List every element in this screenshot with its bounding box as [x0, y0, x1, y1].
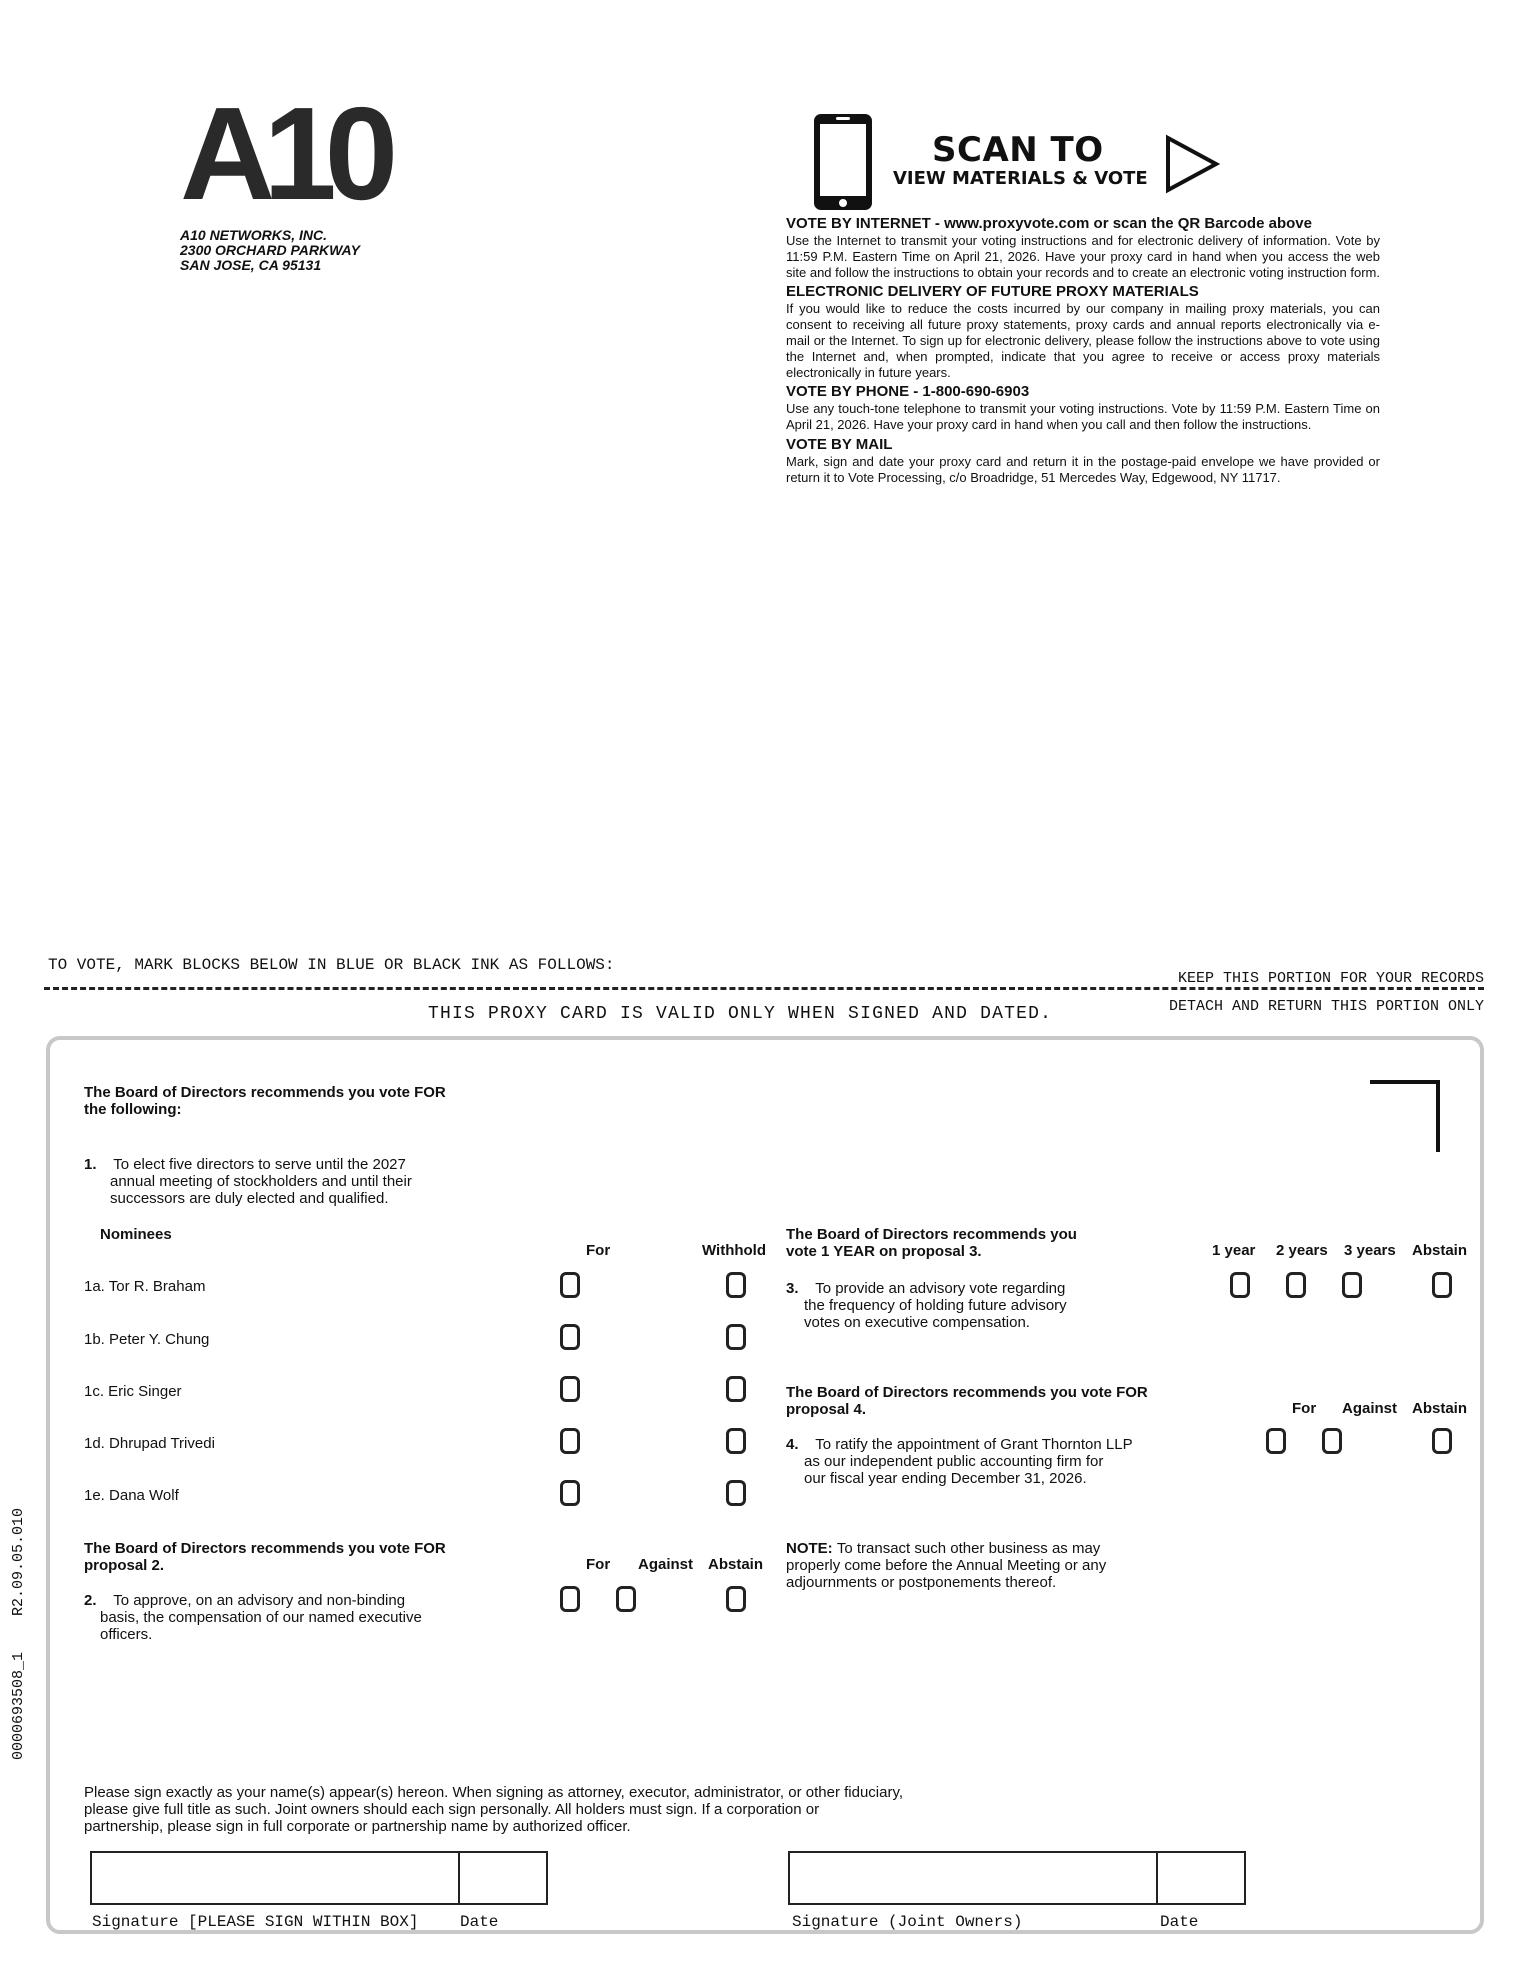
p4-against-checkbox[interactable]: [1322, 1428, 1342, 1454]
phone-heading: VOTE BY PHONE - 1-800-690-6903: [786, 383, 1030, 401]
nominee-1e-for-checkbox[interactable]: [560, 1480, 580, 1506]
p3-1-year-checkbox[interactable]: [1230, 1272, 1250, 1298]
nominee-1a-withhold-checkbox[interactable]: [726, 1272, 746, 1298]
mail-body: Mark, sign and date your proxy card and return it in the postage-paid envelope we have provided or return it to Vote Processing, c/o Broadridge, 51 Mercedes Way, Edgewood, NY 11717.: [786, 453, 1380, 485]
internet-body: Use the Internet to transmit your voting instructions and for electronic delivery of information. Vote by 11:59 P.M. Eastern Time on April 21, 2026. Have your proxy card in hand when you access the web site and follow the instructions to obtain your records and to create an electronic voting instruction form.: [786, 233, 1380, 280]
edelivery-body: If you would like to reduce the costs incurred by our company in mailing proxy materials, you can consent to receiving all future proxy statements, proxy cards and annual reports electronically via e-mail or the Internet. To sign up for electronic delivery, please follow the instructions above to vote using the Internet and, when prompted, indicate that you agree to receive or access proxy materials electronically in future years.: [786, 301, 1380, 380]
p4-col-against: Against: [1342, 1400, 1398, 1417]
company-city: SAN JOSE, CA 95131: [180, 257, 322, 273]
nominee-1b-withhold-checkbox[interactable]: [726, 1324, 746, 1350]
nominee-1b-for-checkbox[interactable]: [560, 1324, 580, 1350]
nominee-1e: 1e. Dana Wolf: [84, 1487, 179, 1504]
nominees-label: Nominees: [100, 1226, 172, 1243]
p3-col-abstain: Abstain: [1412, 1242, 1468, 1259]
a10-logo: [180, 96, 460, 206]
corner-mark: [1370, 1080, 1440, 1152]
nominee-1e-withhold-checkbox[interactable]: [726, 1480, 746, 1506]
p1-text-line2: annual meeting of stockholders and until their: [110, 1173, 412, 1190]
company-address: [180, 228, 360, 273]
nominee-1d-for-checkbox[interactable]: [560, 1428, 580, 1454]
p4-abstain-checkbox[interactable]: [1432, 1428, 1452, 1454]
nominee-1b: 1b. Peter Y. Chung: [84, 1331, 210, 1348]
p3-text-line2: the frequency of holding future advisory: [804, 1297, 1067, 1314]
p1-text: 1. To elect five directors to serve until the 2027: [84, 1156, 406, 1173]
p3-col-3-years: 3 years: [1344, 1242, 1396, 1259]
p4-rec-line2: proposal 4.: [786, 1401, 867, 1418]
edelivery-heading: ELECTRONIC DELIVERY OF FUTURE PROXY MATERIALS: [786, 283, 1199, 301]
nominee-1d-withhold-checkbox[interactable]: [726, 1428, 746, 1454]
date-label: Date: [460, 1913, 499, 1931]
company-street: 2300 ORCHARD PARKWAY: [180, 242, 360, 258]
note-line3: adjournments or postponements thereof.: [786, 1574, 1057, 1591]
nominee-1c-withhold-checkbox[interactable]: [726, 1376, 746, 1402]
to-vote-instruction: TO VOTE, MARK BLOCKS BELOW IN BLUE OR BLACK INK AS FOLLOWS:: [48, 956, 615, 974]
p1-recommendation: The Board of Directors recommends you vote FOR the following:: [84, 1084, 446, 1118]
p4-rec-line1: The Board of Directors recommends you vote FOR: [786, 1384, 1148, 1401]
svg-text:A10: A10: [180, 96, 387, 206]
voting-instructions: [786, 215, 1380, 489]
p2-col-abstain: Abstain: [708, 1556, 764, 1573]
p3-text-line3: votes on executive compensation.: [804, 1314, 1030, 1331]
p2-text-line3: officers.: [100, 1626, 153, 1643]
nominee-1c-for-checkbox[interactable]: [560, 1376, 580, 1402]
p2-rec-line1: The Board of Directors recommends you vote FOR: [84, 1540, 446, 1557]
p3-3-years-checkbox[interactable]: [1342, 1272, 1362, 1298]
valid-notice: THIS PROXY CARD IS VALID ONLY WHEN SIGNED AND DATED.: [428, 1004, 1053, 1024]
p1-col-withhold: Withhold: [702, 1242, 767, 1259]
nominee-1c: 1c. Eric Singer: [84, 1383, 182, 1400]
keep-portion-label: KEEP THIS PORTION FOR YOUR RECORDS: [1177, 970, 1484, 987]
p4-text: 4. To ratify the appointment of Grant Thornton LLP: [786, 1436, 1133, 1453]
p1-col-for: For: [586, 1242, 611, 1259]
sign-note-line2: please give full title as such. Joint owners should each sign personally. All holders must sign. If a corporation or: [84, 1801, 820, 1818]
p4-for-checkbox[interactable]: [1266, 1428, 1286, 1454]
internet-heading: VOTE BY INTERNET - www.proxyvote.com or scan the QR Barcode above: [786, 215, 1312, 232]
signature-label: Signature [PLEASE SIGN WITHIN BOX]: [92, 1913, 419, 1931]
note-line1: NOTE: To transact such other business as may: [786, 1540, 1101, 1557]
signature-date-divider: [458, 1853, 460, 1903]
p2-col-for: For: [586, 1556, 611, 1573]
tear-line: [44, 987, 1484, 990]
note-line2: properly come before the Annual Meeting or any: [786, 1557, 1107, 1574]
nominee-1a-for-checkbox[interactable]: [560, 1272, 580, 1298]
p3-rec-line2: vote 1 YEAR on proposal 3.: [786, 1243, 982, 1260]
scan-title: SCAN TO: [932, 130, 1104, 170]
p2-abstain-checkbox[interactable]: [726, 1586, 746, 1612]
p2-text: 2. To approve, on an advisory and non-binding: [84, 1592, 406, 1609]
p3-number: 3.: [786, 1280, 799, 1297]
p4-number: 4.: [786, 1436, 799, 1453]
p4-col-abstain: Abstain: [1412, 1400, 1468, 1417]
joint-signature-box[interactable]: [788, 1851, 1246, 1905]
play-arrow-icon: [1164, 134, 1220, 194]
joint-signature-date-divider: [1156, 1853, 1158, 1903]
nominee-1d: 1d. Dhrupad Trivedi: [84, 1435, 215, 1452]
p2-text-line2: basis, the compensation of our named executive: [100, 1609, 422, 1626]
sign-note-line3: partnership, please sign in full corporate or partnership name by authorized officer.: [84, 1818, 631, 1835]
p4-col-for: For: [1292, 1400, 1317, 1417]
company-name: A10 NETWORKS, INC.: [180, 227, 328, 243]
p3-2-years-checkbox[interactable]: [1286, 1272, 1306, 1298]
phone-body: Use any touch-tone telephone to transmit your voting instructions. Vote by 11:59 P.M. Eastern Time on April 21, 2026. Have your proxy card in hand when you call and then follow the instructions.: [786, 401, 1380, 433]
p2-rec-line2: proposal 2.: [84, 1557, 165, 1574]
p3-col-2-years: 2 years: [1276, 1242, 1328, 1259]
note-label: NOTE:: [786, 1540, 833, 1557]
p1-number: 1.: [84, 1156, 97, 1173]
p3-rec-line1: The Board of Directors recommends you: [786, 1226, 1077, 1243]
p2-for-checkbox[interactable]: [560, 1586, 580, 1612]
phone-icon: [812, 112, 874, 212]
joint-date-label: Date: [1160, 1913, 1199, 1931]
nominee-1a: 1a. Tor R. Braham: [84, 1278, 206, 1295]
p4-text-line2: as our independent public accounting firm for: [804, 1453, 1104, 1470]
p2-col-against: Against: [638, 1556, 694, 1573]
joint-signature-label: Signature (Joint Owners): [792, 1913, 1023, 1931]
p2-against-checkbox[interactable]: [616, 1586, 636, 1612]
p3-col-1-year: 1 year: [1212, 1242, 1256, 1259]
p3-abstain-checkbox[interactable]: [1432, 1272, 1452, 1298]
p4-text-line3: our fiscal year ending December 31, 2026.: [804, 1470, 1087, 1487]
signature-box[interactable]: [90, 1851, 548, 1905]
detach-portion-label: DETACH AND RETURN THIS PORTION ONLY: [1168, 998, 1484, 1015]
mail-heading: VOTE BY MAIL: [786, 435, 893, 453]
p2-number: 2.: [84, 1592, 97, 1609]
p1-text-line3: successors are duly elected and qualified.: [110, 1190, 389, 1207]
side-code: 0000693508_1 R2.09.05.010: [10, 1507, 27, 1760]
p3-text: 3. To provide an advisory vote regarding: [786, 1280, 1066, 1297]
sign-note-line1: Please sign exactly as your name(s) appear(s) hereon. When signing as attorney, executor, administrator, or other fiduciary,: [84, 1784, 904, 1801]
scan-subtitle: VIEW MATERIALS & VOTE: [893, 168, 1148, 189]
